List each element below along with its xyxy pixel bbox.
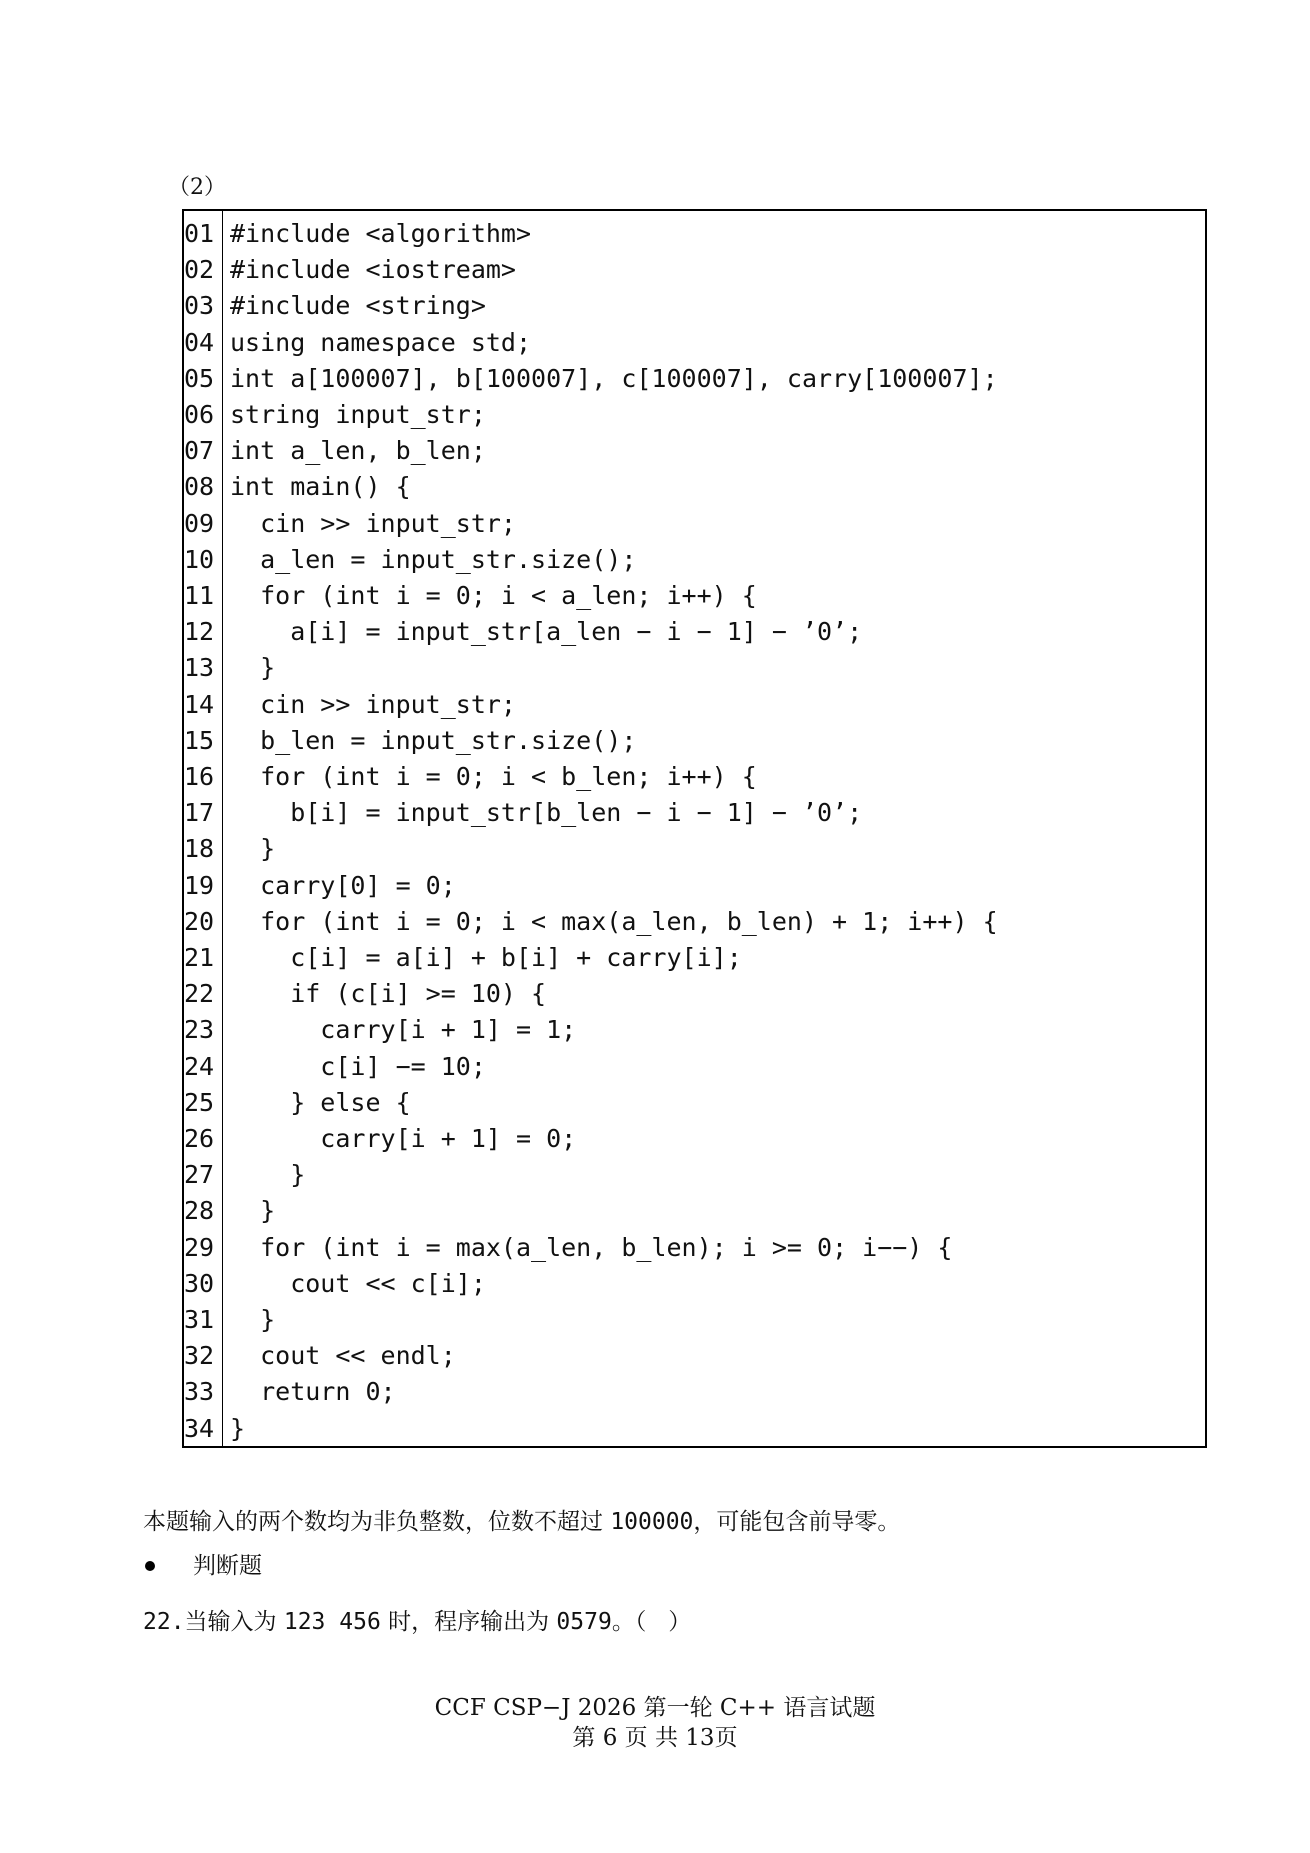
problem-note-suffix: ，可能包含前导零。 xyxy=(693,1509,901,1535)
code-text: carry[0] = 0; xyxy=(230,870,456,900)
code-line xyxy=(184,614,1205,650)
code-line xyxy=(184,1374,1205,1410)
line-number: 20 xyxy=(184,906,215,936)
code-text: #include <string> xyxy=(230,291,486,321)
line-number: 01 xyxy=(184,219,215,248)
line-number: 11 xyxy=(184,581,215,610)
problem-note-prefix: 本题输入的两个数均为非负整数，位数不超过 xyxy=(143,1509,611,1535)
code-text: for (int i = 0; i < max(a_len, b_len) + 1; i++) { xyxy=(230,906,998,936)
code-text: int a_len, b_len; xyxy=(230,436,486,466)
line-number: 04 xyxy=(184,327,215,357)
code-line xyxy=(184,1266,1205,1302)
code-text: b_len = input_str.size(); xyxy=(230,725,637,755)
code-line xyxy=(184,469,1205,505)
line-number: 05 xyxy=(184,363,215,393)
code-text: } xyxy=(230,1305,276,1334)
question-number: 22. xyxy=(143,1609,185,1635)
question-text-middle: 时，程序输出为 xyxy=(380,1609,557,1635)
line-number: 23 xyxy=(184,1015,215,1045)
line-number: 13 xyxy=(184,653,215,683)
line-number: 27 xyxy=(184,1160,215,1190)
code-text: } xyxy=(230,1413,246,1443)
problem-note-number: 100000 xyxy=(610,1509,694,1535)
code-line xyxy=(184,1049,1205,1085)
line-number: 10 xyxy=(184,544,215,574)
code-line xyxy=(184,1012,1205,1048)
code-line xyxy=(184,723,1205,759)
code-text: #include <iostream> xyxy=(230,255,516,285)
code-line xyxy=(184,1157,1205,1193)
code-text: cout << endl; xyxy=(230,1341,456,1371)
line-number: 28 xyxy=(184,1196,215,1226)
code-text: #include <algorithm> xyxy=(230,219,532,248)
line-number: 24 xyxy=(184,1051,215,1081)
code-text: c[i] = a[i] + b[i] + carry[i]; xyxy=(230,943,742,972)
code-line xyxy=(184,216,1205,252)
code-line xyxy=(184,252,1205,288)
code-line xyxy=(184,1085,1205,1121)
line-number: 09 xyxy=(184,508,215,538)
code-text: cin >> input_str; xyxy=(230,689,516,719)
question-input-value: 123 456 xyxy=(283,1609,381,1635)
code-line xyxy=(184,361,1205,397)
code-text: } xyxy=(230,653,276,683)
code-line xyxy=(184,868,1205,904)
line-number: 33 xyxy=(184,1377,215,1407)
section-heading: 判断题 xyxy=(193,1553,262,1579)
code-text: } xyxy=(230,1160,306,1190)
line-number: 32 xyxy=(184,1341,215,1371)
code-line xyxy=(184,795,1205,831)
footer-title: CCF CSP−J 2026 第一轮 C++ 语言试题 xyxy=(434,1695,876,1721)
code-line xyxy=(184,578,1205,614)
code-text: cin >> input_str; xyxy=(230,508,516,538)
code-line xyxy=(184,1338,1205,1374)
line-number: 08 xyxy=(184,472,215,502)
line-number: 19 xyxy=(184,870,215,900)
code-line xyxy=(184,325,1205,361)
line-number: 31 xyxy=(184,1305,215,1334)
code-text: } xyxy=(230,1196,276,1226)
question-22 xyxy=(143,1605,691,1639)
code-line xyxy=(184,904,1205,940)
code-line xyxy=(184,687,1205,723)
line-number: 25 xyxy=(184,1087,215,1117)
code-text: } xyxy=(230,834,276,864)
code-line xyxy=(184,976,1205,1012)
code-line xyxy=(184,1121,1205,1157)
code-line xyxy=(184,940,1205,976)
line-number: 14 xyxy=(184,689,215,719)
question-text-after: 。（ ） xyxy=(611,1609,692,1635)
code-line xyxy=(184,650,1205,686)
line-number: 06 xyxy=(184,400,215,429)
line-number: 07 xyxy=(184,436,215,466)
line-number: 29 xyxy=(184,1232,215,1262)
code-text: int a[100007], b[100007], c[100007], carry[100007]; xyxy=(230,363,998,393)
code-line xyxy=(184,288,1205,324)
line-number: 34 xyxy=(184,1413,215,1443)
section-label: （2） xyxy=(168,175,226,200)
question-text-before: 当输入为 xyxy=(184,1609,284,1635)
code-line xyxy=(184,506,1205,542)
code-text: b[i] = input_str[b_len − i − 1] − ’0’; xyxy=(230,798,863,828)
code-line xyxy=(184,397,1205,433)
line-number: 17 xyxy=(184,798,215,828)
line-number: 18 xyxy=(184,834,215,864)
line-number: 02 xyxy=(184,255,215,285)
code-line xyxy=(184,1193,1205,1229)
code-line xyxy=(184,759,1205,795)
code-text: using namespace std; xyxy=(230,327,532,357)
code-line xyxy=(184,1302,1205,1338)
code-line xyxy=(184,542,1205,578)
code-text: c[i] −= 10; xyxy=(230,1051,486,1081)
footer-page-number: 第 6 页 共 13页 xyxy=(572,1725,738,1751)
line-number: 21 xyxy=(184,943,215,972)
code-listing xyxy=(182,209,1207,1448)
question-output-value: 0579 xyxy=(556,1609,612,1635)
code-text: carry[i + 1] = 0; xyxy=(230,1124,577,1153)
line-number: 12 xyxy=(184,617,215,647)
line-number: 16 xyxy=(184,762,215,791)
code-text: a[i] = input_str[a_len − i − 1] − ’0’; xyxy=(230,617,863,647)
code-line xyxy=(184,1411,1205,1447)
code-line xyxy=(184,433,1205,469)
code-text: carry[i + 1] = 1; xyxy=(230,1015,577,1045)
line-number: 03 xyxy=(184,291,215,321)
problem-note xyxy=(143,1505,900,1539)
code-text: } else { xyxy=(230,1087,411,1117)
code-text: a_len = input_str.size(); xyxy=(230,544,637,574)
code-text: cout << c[i]; xyxy=(230,1268,486,1298)
code-text: return 0; xyxy=(230,1377,396,1407)
code-text: int main() { xyxy=(230,472,411,502)
line-number: 30 xyxy=(184,1268,215,1298)
line-number: 22 xyxy=(184,979,215,1009)
code-text: for (int i = max(a_len, b_len); i >= 0; i−−) { xyxy=(230,1232,953,1262)
code-text: for (int i = 0; i < b_len; i++) { xyxy=(230,762,757,791)
code-line xyxy=(184,1230,1205,1266)
code-text: string input_str; xyxy=(230,400,486,429)
line-number: 26 xyxy=(184,1124,215,1153)
code-text: for (int i = 0; i < a_len; i++) { xyxy=(230,581,757,610)
code-line xyxy=(184,831,1205,867)
bullet-icon xyxy=(145,1561,155,1571)
code-text: if (c[i] >= 10) { xyxy=(230,979,547,1009)
line-number: 15 xyxy=(184,725,215,755)
